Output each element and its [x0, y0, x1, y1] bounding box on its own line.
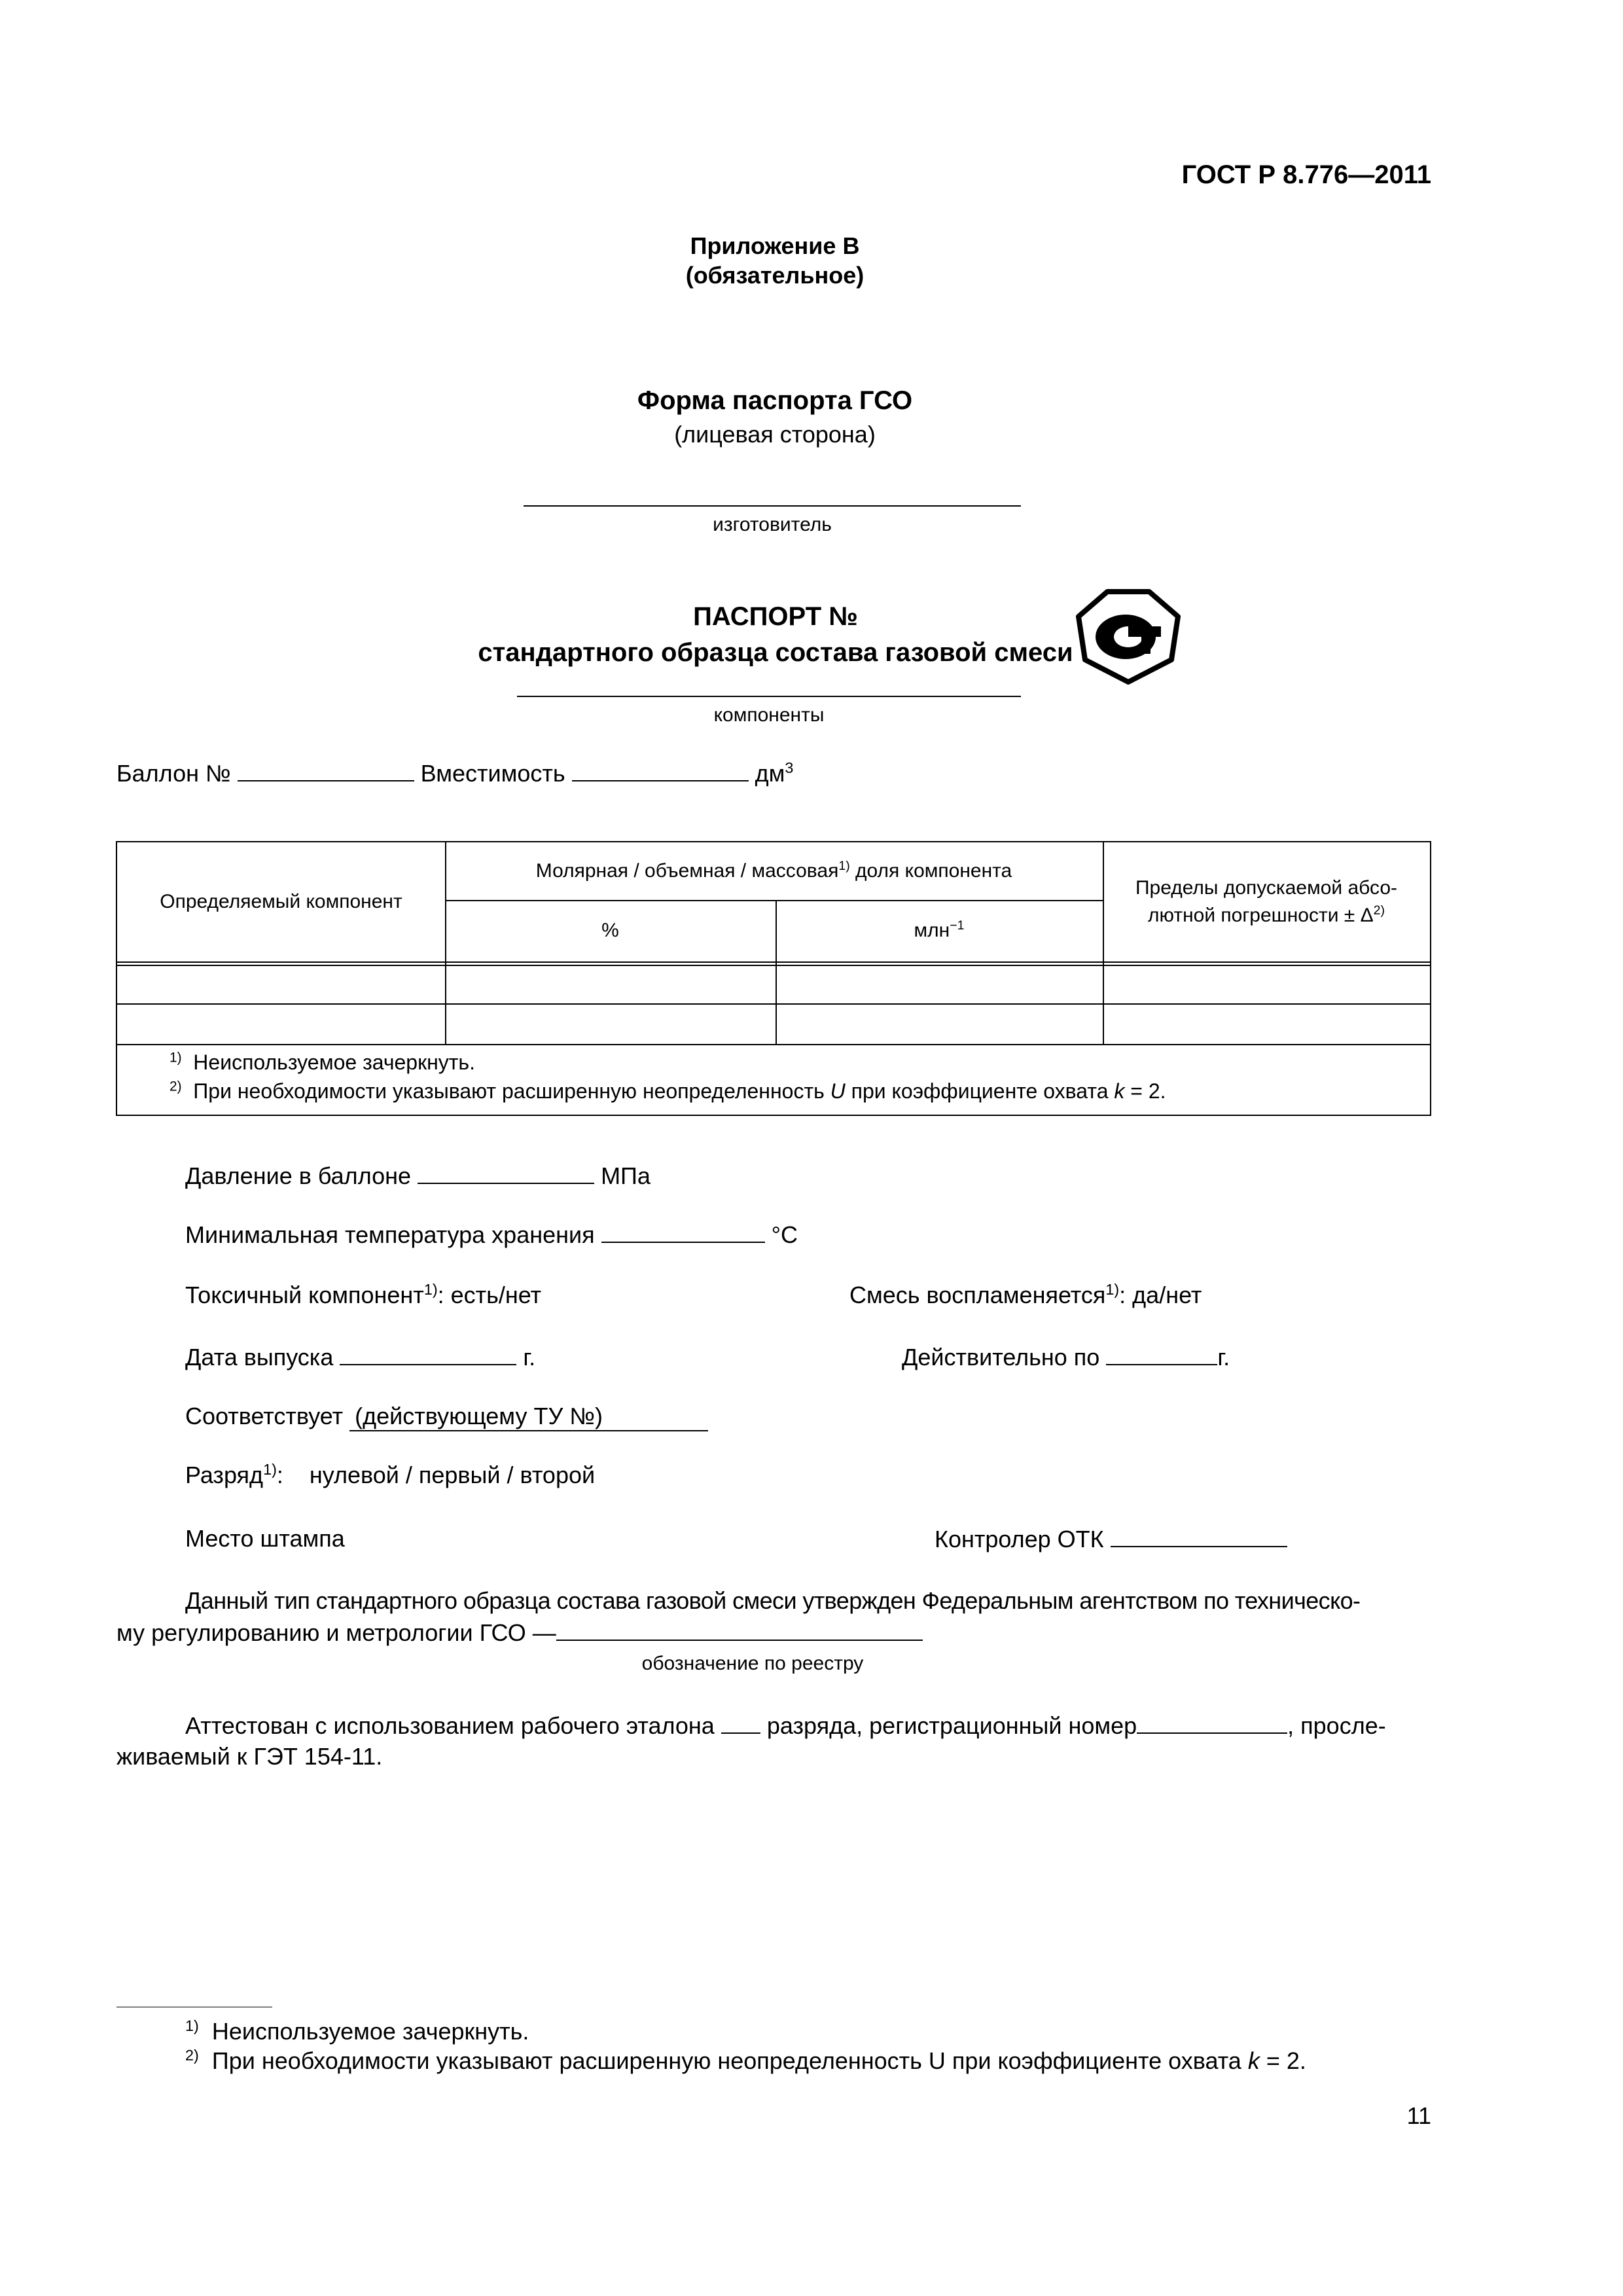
toxic-row: Токсичный компонент$^{1)}$: есть/нет — [185, 1281, 542, 1308]
composition-table — [116, 841, 1431, 1116]
header-fraction: Молярная / объемная / массовая$^{1)}$ доля компонента — [535, 859, 1012, 882]
header-component: Определяемый компонент — [160, 891, 402, 912]
certified-line-2: живаемый к ГЭТ 154-11. — [116, 1743, 383, 1770]
flammable-row: Смесь воспламеняется$^{1)}$: да/нет — [849, 1281, 1202, 1308]
capacity-unit-sup: 3 — [785, 759, 794, 776]
stamp-place: Место штампа — [185, 1525, 345, 1552]
etalon-grade-field[interactable] — [721, 1712, 760, 1734]
approval-line-2: му регулированию и метрологии ГСО — — [116, 1619, 923, 1647]
issue-date-row: Дата выпуска г. — [185, 1344, 536, 1371]
issue-date-field[interactable] — [340, 1343, 516, 1365]
reg-number-field[interactable] — [1137, 1712, 1287, 1734]
components-caption: компоненты — [713, 704, 825, 726]
min-temp-row: Минимальная температура хранения °С — [185, 1221, 798, 1248]
header-limits: Пределы допускаемой абсо-лютной погрешности ± $\Delta^{2)}$ — [1135, 877, 1398, 926]
valid-until-row: Действительно по г. — [902, 1344, 1230, 1371]
components-line — [517, 696, 1021, 697]
table-row[interactable] — [117, 965, 1430, 1003]
gost-r-mark-icon — [1073, 588, 1183, 686]
table-note-2: $^{2)}$ При необходимости указывают расширенную неопределенность U при коэффициенте охвата k = 2. — [169, 1079, 1166, 1103]
form-subtitle: (лицевая сторона) — [674, 421, 876, 448]
otk-field[interactable] — [1111, 1525, 1287, 1547]
pressure-row: Давление в баллоне МПа — [185, 1162, 651, 1189]
otk-row: Контролер ОТК — [935, 1525, 1287, 1553]
certified-line-1: Аттестован с использованием рабочего эталона разряда, регистрационный номер , просле- — [185, 1712, 1386, 1739]
header-ppm: млн$^{-1}$ — [914, 918, 965, 941]
capacity-unit: дм — [755, 760, 785, 787]
registry-field[interactable] — [556, 1619, 923, 1641]
manufacturer-caption: изготовитель — [713, 514, 832, 535]
footnote-1: $^{1)}$ Неиспользуемое зачеркнуть. — [185, 2017, 529, 2045]
min-temp-field[interactable] — [601, 1221, 765, 1243]
capacity-label: Вместимость — [420, 760, 565, 787]
table-row[interactable] — [117, 1003, 1430, 1044]
passport-title: ПАСПОРТ № — [693, 602, 858, 631]
table-note-1: $^{1)}$ Неиспользуемое зачеркнуть. — [169, 1050, 475, 1074]
approval-line-1: Данный тип стандартного образца состава газовой смеси утвержден Федеральным агентством по техническо- — [185, 1587, 1361, 1614]
grade-row: Разряд$^{1)}$: нулевой / первый / второй — [185, 1461, 596, 1488]
appendix-title: Приложение В — [690, 232, 860, 259]
complies-row: Соответствует (действующему ТУ №) — [185, 1403, 708, 1431]
cylinder-label: Баллон № — [116, 760, 231, 787]
appendix-note: (обязательное) — [685, 262, 865, 289]
page-number: 11 — [1406, 2102, 1431, 2129]
standard-id: ГОСТ Р 8.776—2011 — [1181, 160, 1431, 189]
form-title: Форма паспорта ГСО — [637, 386, 913, 415]
manufacturer-line — [524, 505, 1021, 507]
cylinder-capacity-row — [116, 759, 793, 787]
pressure-field[interactable] — [418, 1162, 594, 1184]
cylinder-number-field[interactable] — [238, 759, 414, 781]
registry-caption: обозначение по реестру — [641, 1653, 864, 1674]
complies-field[interactable]: (действующему ТУ №) — [349, 1403, 708, 1431]
footnote-2: $^{2)}$ При необходимости указывают расширенную неопределенность U при коэффициенте охвата k = 2. — [185, 2047, 1306, 2074]
header-percent: % — [601, 920, 619, 941]
capacity-field[interactable] — [572, 759, 749, 781]
valid-until-field[interactable] — [1106, 1343, 1217, 1365]
passport-subtitle: стандартного образца состава газовой смеси — [478, 638, 1073, 667]
